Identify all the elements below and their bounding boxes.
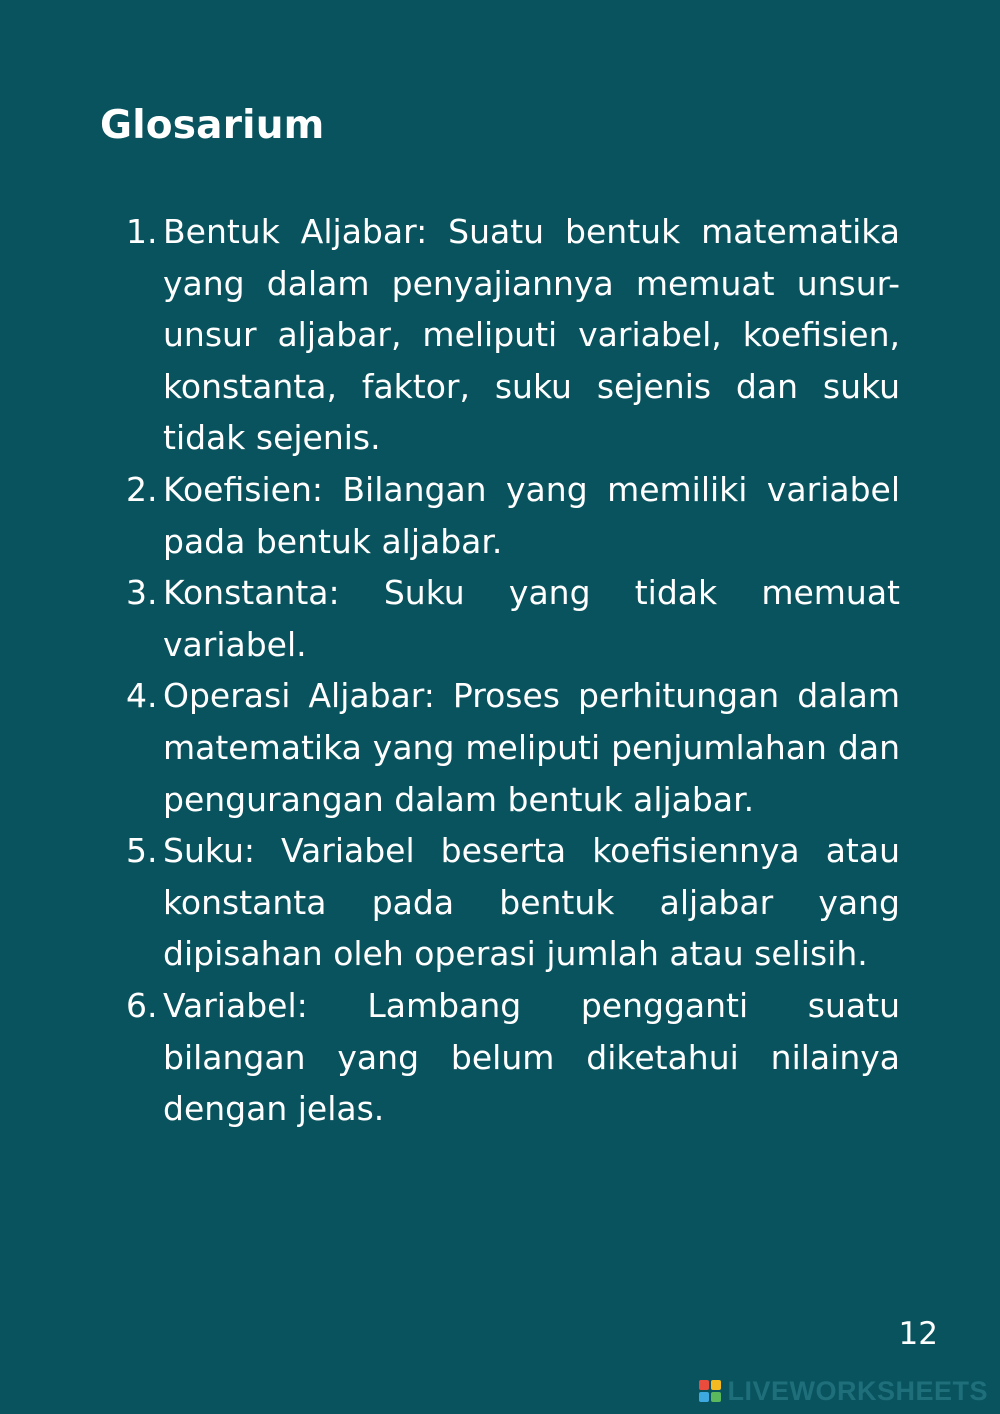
glossary-item-koefisien (100, 464, 900, 567)
glossary-item-text: Bentuk Aljabar: Suatu bentuk matematika yang dalam penyajiannya memuat unsur-unsur aljabar, meliputi variabel, koefisien, konstanta, faktor, suku sejenis dan suku tidak sejenis. (163, 212, 900, 458)
glossary-item-number: 5. (126, 831, 158, 871)
glossary-item-number: 3. (126, 573, 158, 613)
glossary-item-text: Konstanta: Suku yang tidak memuat variabel. (163, 573, 900, 664)
logo-square-blue (699, 1392, 709, 1402)
glossary-item-variabel (100, 980, 900, 1135)
logo-square-yellow (711, 1380, 721, 1390)
glossary-item-number: 6. (126, 985, 158, 1025)
glossary-item-text: Suku: Variabel beserta koefisiennya atau konstanta pada bentuk aljabar yang dipisahan oleh operasi jumlah atau selisih. (163, 831, 900, 974)
watermark-text: LIVEWORKSHEETS (727, 1376, 988, 1406)
glossary-item-number: 2. (126, 469, 158, 509)
glossary-item-number: 1. (126, 212, 158, 251)
glossary-item-operasi-aljabar (100, 670, 900, 825)
glossary-list (100, 206, 900, 1135)
logo-square-red (699, 1380, 709, 1390)
glossary-item-konstanta (100, 567, 900, 670)
glossary-item-text: Koefisien: Bilangan yang memiliki variabel pada bentuk aljabar. (163, 469, 900, 561)
glossary-item-number: 4. (126, 676, 158, 716)
glossary-item-suku (100, 825, 900, 980)
glossary-item-text: Operasi Aljabar: Proses perhitungan dalam matematika yang meliputi penjumlahan dan pengurangan dalam bentuk aljabar. (163, 676, 900, 819)
glossary-item-bentuk-aljabar (100, 206, 900, 464)
glossary-item-text: Variabel: Lambang pengganti suatu bilangan yang belum diketahui nilainya dengan jelas. (163, 985, 900, 1129)
watermark (699, 1376, 988, 1406)
liveworksheets-logo-icon (699, 1380, 721, 1402)
logo-square-green (711, 1392, 721, 1402)
page-number: 12 (898, 1316, 938, 1352)
page-title: Glosarium (100, 103, 325, 148)
